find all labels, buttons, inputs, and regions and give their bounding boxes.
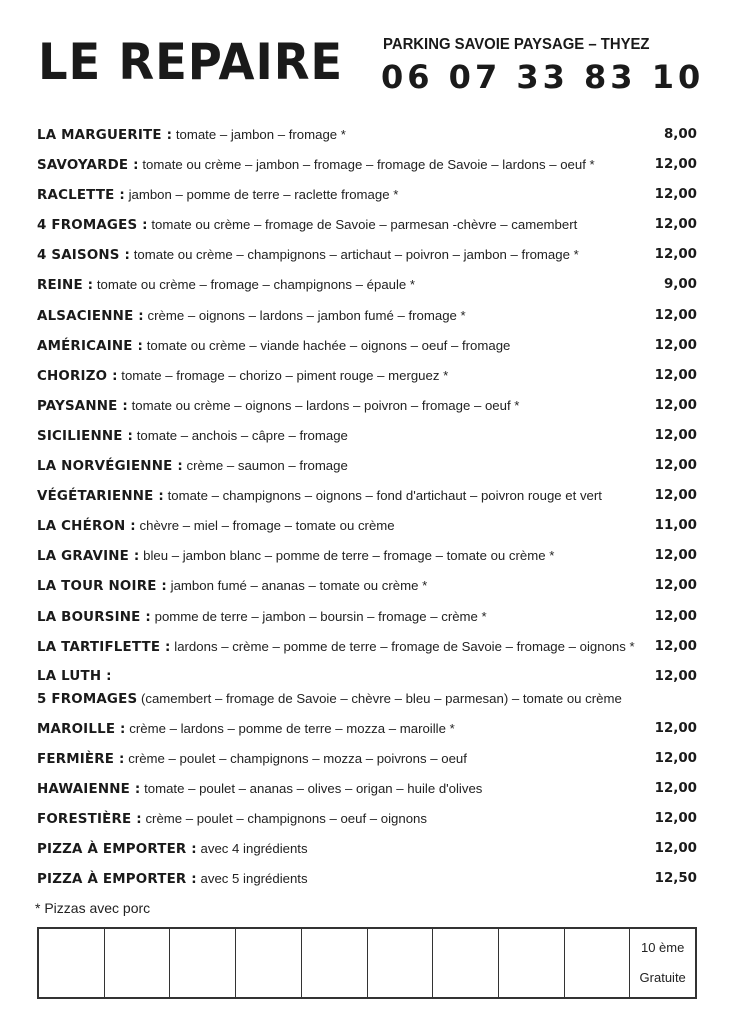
free-cell-line2: Gratuite [639, 970, 686, 985]
item-ingredients: tomate – poulet – ananas – olives – origan – huile d'olives [144, 780, 483, 796]
stamp-cell [105, 929, 171, 997]
item-name: FERMIÈRE : [37, 751, 125, 767]
item-price: 12,50 [654, 871, 697, 887]
item-price: 12,00 [654, 720, 697, 736]
item-name: LA BOURSINE : [37, 609, 151, 625]
menu-item-paysanne [37, 395, 697, 425]
item-name: LA LUTH : [37, 668, 112, 684]
item-name: 4 SAISONS : [37, 248, 131, 264]
item-ingredients: crème – oignons – lardons – jambon fumé – fromage * [147, 307, 466, 323]
item-price: 12,00 [654, 548, 697, 564]
item-price: 12,00 [654, 247, 697, 263]
item-ingredients: tomate ou crème – fromage – champignons – épaule * [96, 277, 416, 293]
item-ingredients: (camembert – fromage de Savoie – chèvre – bleu – parmesan) – tomate ou crème [140, 690, 622, 706]
pork-footnote: * Pizzas avec porc [35, 900, 151, 916]
stamp-cell [368, 929, 434, 997]
item-name: ALSACIENNE : [37, 308, 144, 324]
menu-item-marguerite [37, 124, 697, 154]
stamp-cell [39, 929, 105, 997]
stamp-cell [170, 929, 236, 997]
item-name: LA TOUR NOIRE : [37, 579, 167, 595]
item-name: LA TARTIFLETTE : [37, 639, 171, 655]
menu-item-emporter-5 [37, 868, 697, 898]
item-ingredients: tomate – champignons – oignons – fond d'artichaut – poivron rouge et vert [167, 488, 602, 504]
item-price: 12,00 [654, 367, 697, 383]
item-price: 8,00 [663, 127, 697, 142]
item-subname: 5 FROMAGES [37, 691, 138, 707]
item-name: LA CHÉRON : [37, 519, 136, 535]
item-price: 12,00 [654, 668, 697, 684]
item-price: 12,00 [654, 397, 697, 413]
item-price: 12,00 [654, 307, 697, 323]
restaurant-title: LE REPAIRE [38, 33, 344, 91]
menu-item-4-saisons [37, 244, 697, 274]
menu-item-norvegienne [37, 455, 697, 485]
stamp-cell [433, 929, 499, 997]
stamp-cell [565, 929, 631, 997]
menu-item-maroille [37, 718, 697, 748]
item-name: REINE : [37, 278, 94, 294]
item-ingredients: crème – poulet – champignons – mozza – poivrons – oeuf [128, 750, 467, 766]
item-name: PIZZA À EMPORTER : [37, 842, 197, 858]
menu-item-reine [37, 274, 697, 304]
item-price: 12,00 [654, 780, 697, 796]
item-name: LA GRAVINE : [37, 549, 140, 565]
item-name: MAROILLE : [37, 721, 126, 737]
item-ingredients: lardons – crème – pomme de terre – fromage de Savoie – fromage – oignons * [174, 638, 635, 654]
item-price: 12,00 [654, 638, 697, 654]
menu-item-4-fromages [37, 214, 697, 244]
item-price: 12,00 [654, 427, 697, 443]
menu-item-tour-noire [37, 575, 697, 605]
menu-item-luth [37, 666, 697, 718]
menu-item-emporter-4 [37, 838, 697, 868]
item-ingredients: tomate ou crème – champignons – artichaut – poivron – jambon – fromage * [133, 247, 579, 263]
item-name: VÉGÉTARIENNE : [37, 489, 164, 505]
item-name: 4 FROMAGES : [37, 218, 148, 234]
item-name: SICILIENNE : [37, 428, 134, 444]
menu-item-boursine [37, 606, 697, 636]
item-price: 9,00 [663, 277, 697, 293]
pizza-menu [37, 124, 697, 898]
item-ingredients: avec 5 ingrédients [200, 871, 308, 887]
menu-item-chorizo [37, 365, 697, 395]
item-name: FORESTIÈRE : [37, 811, 142, 827]
item-ingredients: bleu – jambon blanc – pomme de terre – fromage – tomate ou crème * [143, 548, 555, 564]
item-price: 12,00 [654, 488, 697, 504]
loyalty-card [37, 927, 697, 999]
item-ingredients: chèvre – miel – fromage – tomate ou crème [139, 518, 395, 534]
menu-item-savoyarde [37, 154, 697, 184]
item-price: 12,00 [654, 217, 697, 233]
menu-item-forestiere [37, 808, 697, 838]
item-ingredients: tomate ou crème – fromage de Savoie – parmesan -chèvre – camembert [151, 217, 578, 233]
item-name: RACLETTE : [37, 188, 125, 204]
item-ingredients: tomate – fromage – chorizo – piment rouge – merguez * [121, 367, 449, 383]
item-ingredients: crème – poulet – champignons – oeuf – oignons [145, 810, 427, 826]
free-cell-line1: 10 ème [640, 940, 685, 955]
item-ingredients: tomate – anchois – câpre – fromage [136, 427, 348, 443]
menu-item-tartiflette [37, 636, 697, 666]
item-price: 12,00 [654, 458, 697, 474]
location-text: PARKING SAVOIE PAYSAGE – THYEZ [383, 36, 650, 53]
item-price: 12,00 [654, 578, 697, 594]
item-price: 12,00 [654, 810, 697, 826]
item-ingredients: crème – lardons – pomme de terre – mozza – maroille * [129, 720, 455, 736]
item-price: 12,00 [654, 750, 697, 766]
item-price: 12,00 [654, 841, 697, 857]
menu-item-gravine [37, 545, 697, 575]
phone-number: 06 07 33 83 10 [381, 58, 705, 96]
item-ingredients: avec 4 ingrédients [200, 841, 308, 857]
stamp-cell [236, 929, 302, 997]
item-name: LA NORVÉGIENNE : [37, 459, 183, 475]
item-price: 12,00 [654, 187, 697, 203]
menu-item-cheron [37, 515, 697, 545]
item-price: 12,00 [654, 608, 697, 624]
item-name: PIZZA À EMPORTER : [37, 872, 197, 888]
stamp-cell [302, 929, 368, 997]
item-name: HAWAIENNE : [37, 781, 141, 797]
menu-item-alsacienne [37, 305, 697, 335]
item-price: 12,00 [654, 157, 697, 173]
menu-item-vegetarienne [37, 485, 697, 515]
menu-item-raclette [37, 184, 697, 214]
item-ingredients: jambon fumé – ananas – tomate ou crème * [170, 578, 428, 594]
item-name: SAVOYARDE : [37, 158, 139, 174]
stamp-cell [499, 929, 565, 997]
item-ingredients: tomate ou crème – viande hachée – oignons – oeuf – fromage [146, 337, 511, 353]
item-name: LA MARGUERITE : [37, 128, 173, 143]
item-price: 12,00 [654, 337, 697, 353]
item-ingredients: tomate ou crème – jambon – fromage – fromage de Savoie – lardons – oeuf * [142, 157, 595, 173]
item-name: CHORIZO : [37, 368, 118, 384]
item-ingredients: pomme de terre – jambon – boursin – fromage – crème * [154, 608, 487, 624]
item-ingredients: jambon – pomme de terre – raclette fromage * [128, 187, 399, 203]
item-ingredients: tomate – jambon – fromage * [175, 127, 346, 142]
menu-item-sicilienne [37, 425, 697, 455]
item-name: AMÉRICAINE : [37, 338, 144, 354]
menu-item-fermiere [37, 748, 697, 778]
item-ingredients: tomate ou crème – oignons – lardons – poivron – fromage – oeuf * [131, 397, 520, 413]
menu-item-americaine [37, 335, 697, 365]
menu-item-hawaienne [37, 778, 697, 808]
item-price: 11,00 [654, 518, 697, 534]
free-pizza-cell [630, 929, 695, 997]
item-name: PAYSANNE : [37, 398, 128, 414]
item-ingredients: crème – saumon – fromage [186, 458, 348, 474]
